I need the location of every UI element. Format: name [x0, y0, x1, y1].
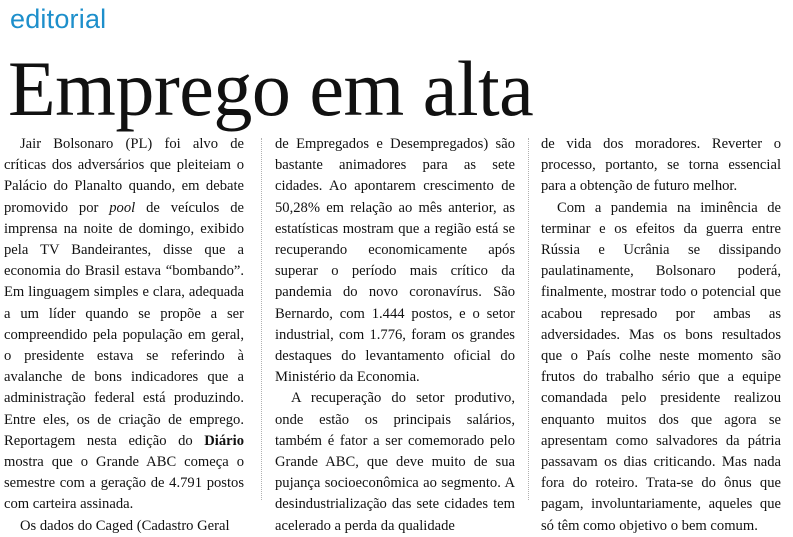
text-run: Os dados do Caged (Cadastro Geral — [20, 517, 230, 534]
text-bold: Diário — [204, 432, 244, 449]
text-run: de Empregados e Desempregados) são bastante animadores para as sete cidades. Ao apontarem crescimento de 50,28% em relação ao mês anterior, as estatísticas mostram que a região está se recuperando economicamente após superar o período mais crítico da pandemia do novo coronavírus. São Bernardo, com 1.444 postos, e o setor industrial, com 1.776, foram os grandes destaques do levantamento oficial do Ministério da Economia. — [275, 136, 515, 386]
column-divider — [261, 138, 262, 500]
text-run: Jair Bolsonaro (PL) foi alvo de críticas dos adversários que pleiteiam o Palácio do Planalto quando, em debate promovido por — [4, 136, 244, 216]
article-paragraph — [275, 134, 515, 388]
article-paragraph — [4, 134, 244, 516]
text-run: de vida dos moradores. Reverter o processo, portanto, se torna essencial para a obtenção de futuro melhor. — [541, 136, 781, 195]
text-run: mostra que o Grande ABC começa o semestre com a geração de 4.791 postos com carteira assinada. — [4, 454, 244, 513]
headline: Emprego em alta — [8, 45, 534, 132]
text-run: A recuperação do setor produtivo, onde estão os principais salários, também é fator a ser comemorado pelo Grande ABC, que deve muito de sua pujança socioeconômica ao segmento. A desindustrialização das sete cidades tem acelerado a perda da qualidade — [275, 390, 515, 534]
text-run: Com a pandemia na iminência de terminar e os efeitos da guerra entre Rússia e Ucrânia se dissipando paulatinamente, Bolsonaro poderá, finalmente, mostrar todo o potencial que acabou represado por ambas as adversidades. Mas os bons resultados que o País colhe neste momento são frutos do trabalho sério que a equipe comandada pelo presidente realizou enquanto muitos dos que agora se apresentam como salvadores da pátria passavam os dias criticando. Mas nada fora do roteiro. Trata-se do ônus que pagam, involuntariamente, aqueles que só têm como objetivo o bem comum. — [541, 199, 781, 534]
article-paragraph — [541, 134, 781, 198]
article-column-1 — [4, 134, 244, 534]
text-italic: pool — [109, 199, 136, 216]
section-label: editorial — [10, 4, 107, 34]
article-column-3 — [541, 134, 781, 534]
article-paragraph — [4, 516, 244, 537]
column-divider — [528, 138, 529, 500]
article-paragraph — [541, 198, 781, 537]
article-paragraph — [275, 388, 515, 536]
article-column-2 — [275, 134, 515, 534]
text-run: de veículos de imprensa na noite de domingo, exibido pela TV Bandeirantes, disse que a economia do Brasil estava “bombando”. Em linguagem simples e clara, adequada a um líder quando se propõe a ser compreendido pela população em geral, o presidente estava se referindo à avalanche de bons indicadores que a administração federal está produzindo. Entre eles, os de criação de emprego. Reportagem nesta edição do — [4, 199, 244, 449]
